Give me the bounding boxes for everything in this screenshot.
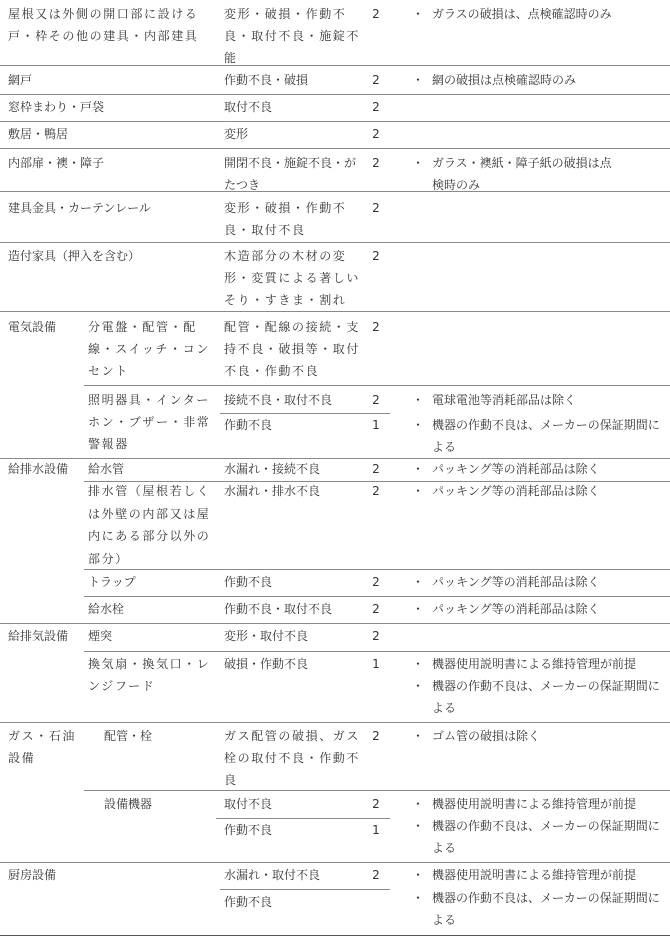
item-cell: 給水管 <box>88 462 125 476</box>
note-item: ・ 機器使用説明書による維持管理が前提 <box>412 797 637 811</box>
years-cell: 2 <box>372 320 380 334</box>
condition-cell: 取付不良 <box>224 797 273 811</box>
row-divider <box>0 722 670 723</box>
condition-cell: 変形・取付不良 <box>224 629 309 643</box>
item-cell: 網戸 <box>8 73 33 87</box>
row-divider <box>0 121 670 122</box>
row-divider <box>84 385 670 386</box>
condition-cell: 変形・破損・作動不良・取付不良・施錠不能 <box>224 7 361 65</box>
row-divider <box>0 862 670 863</box>
item-cell: 設備機器 <box>104 797 153 811</box>
row-divider <box>84 651 670 652</box>
item-cell: 煙突 <box>88 629 113 643</box>
years-cell: 2 <box>372 729 380 743</box>
note-item: ・ パッキング等の消耗部品は除く <box>412 484 600 498</box>
years-cell: 2 <box>372 602 380 616</box>
item-cell: 配管・栓 <box>104 729 153 743</box>
item-cell: 屋根又は外側の開口部に設ける戸・枠その他の建具・内部建具 <box>8 7 199 43</box>
years-cell: 2 <box>372 156 380 170</box>
note-item: ・ 機器の作動不良は、メーカーの保証期間による <box>412 679 660 715</box>
row-divider <box>0 148 670 149</box>
years-cell: 2 <box>372 100 380 114</box>
years-cell: 1 <box>372 823 380 837</box>
condition-cell: 作動不良・取付不良 <box>224 602 333 616</box>
years-cell: 2 <box>372 575 380 589</box>
condition-cell: 作動不良 <box>224 895 273 909</box>
condition-cell: 水漏れ・取付不良 <box>224 868 321 882</box>
years-cell: 2 <box>372 393 380 407</box>
item-cell: 造付家具（押入を含む） <box>8 249 141 263</box>
item-cell: 内部扉・襖・障子 <box>8 156 105 170</box>
condition-cell: 作動不良 <box>224 575 273 589</box>
condition-cell: 開閉不良・施錠不良・がたつき <box>224 156 357 192</box>
condition-cell: ガス配管の破損、ガス栓の取付不良・作動不良 <box>224 729 361 787</box>
note-item: ・ ガラス・襖紙・障子紙の破損は点検時のみ <box>412 156 612 192</box>
years-cell: 2 <box>372 797 380 811</box>
years-cell: 2 <box>372 127 380 141</box>
note-item: ・ 機器使用説明書による維持管理が前提 <box>412 868 637 882</box>
note-item: ・ 電球電池等消耗部品は除く <box>412 393 577 407</box>
category-cell: 厨房設備 <box>8 868 57 882</box>
item-cell: 分電盤・配管・配線・スイッチ・コンセント <box>88 320 210 378</box>
row-divider <box>84 790 670 791</box>
item-cell: 給水栓 <box>88 602 125 616</box>
years-cell: 2 <box>372 201 380 215</box>
note-item: ・ パッキング等の消耗部品は除く <box>412 602 600 616</box>
years-cell: 2 <box>372 868 380 882</box>
note-item: ・ 機器使用説明書による維持管理が前提 <box>412 657 637 671</box>
row-divider <box>0 94 670 95</box>
note-item: ・ 機器の作動不良は、メーカーの保証期間による <box>412 891 660 927</box>
condition-cell: 水漏れ・排水不良 <box>224 484 321 498</box>
category-cell: 給排気設備 <box>8 629 69 643</box>
row-divider <box>220 889 390 890</box>
years-cell: 2 <box>372 462 380 476</box>
note-item: ・ 機器の作動不良は、メーカーの保証期間による <box>412 418 660 454</box>
condition-cell: 配管・配線の接続・支持不良・破損等・取付不良・作動不良 <box>224 320 361 378</box>
note-item: ・ パッキング等の消耗部品は除く <box>412 462 600 476</box>
years-cell: 1 <box>372 418 380 432</box>
note-item: ・ ゴム管の破損は除く <box>412 729 541 743</box>
condition-cell: 変形 <box>224 127 249 141</box>
row-divider <box>0 311 670 312</box>
table-bottom-border <box>0 935 670 936</box>
item-cell: トラップ <box>88 575 136 589</box>
note-item: ・ パッキング等の消耗部品は除く <box>412 575 600 589</box>
years-cell: 2 <box>372 7 380 21</box>
condition-cell: 木造部分の木材の変形・変質による著しいそり・すきま・割れ <box>224 249 361 307</box>
years-cell: 2 <box>372 629 380 643</box>
item-cell: 照明器具・インターホン・ブザー・非常警報器 <box>88 393 211 451</box>
row-divider <box>84 596 670 597</box>
item-cell: 建具金具・カーテンレール <box>8 201 151 215</box>
condition-cell: 接続不良・取付不良 <box>224 393 333 407</box>
condition-cell: 取付不良 <box>224 100 273 114</box>
category-cell: ガス・石油設備 <box>8 729 77 765</box>
category-cell: 給排水設備 <box>8 462 69 476</box>
item-cell: 換気扇・換気口・レンジフード <box>88 657 211 693</box>
years-cell: 1 <box>372 657 380 671</box>
note-item: ・ 機器の作動不良は、メーカーの保証期間による <box>412 819 660 855</box>
item-cell: 敷居・鴨居 <box>8 127 69 141</box>
note-item: ・ 網の破損は点検確認時のみ <box>412 73 577 87</box>
category-cell: 電気設備 <box>8 320 57 334</box>
years-cell: 2 <box>372 73 380 87</box>
item-cell: 窓枠まわり・戸袋 <box>8 100 105 114</box>
years-cell: 2 <box>372 484 380 498</box>
condition-cell: 作動不良・破損 <box>224 73 309 87</box>
condition-cell: 作動不良 <box>224 823 273 837</box>
condition-cell: 破損・作動不良 <box>224 657 309 671</box>
years-cell: 2 <box>372 249 380 263</box>
row-divider <box>0 623 670 624</box>
condition-cell: 作動不良 <box>224 418 273 432</box>
condition-cell: 変形・破損・作動不良・取付不良 <box>224 201 347 237</box>
item-cell: 排水管（屋根若しくは外壁の内部又は屋内にある部分以外の部分） <box>88 484 211 566</box>
row-divider <box>0 242 670 243</box>
condition-cell: 水漏れ・接続不良 <box>224 462 321 476</box>
note-item: ・ ガラスの破損は、点検確認時のみ <box>412 7 612 21</box>
